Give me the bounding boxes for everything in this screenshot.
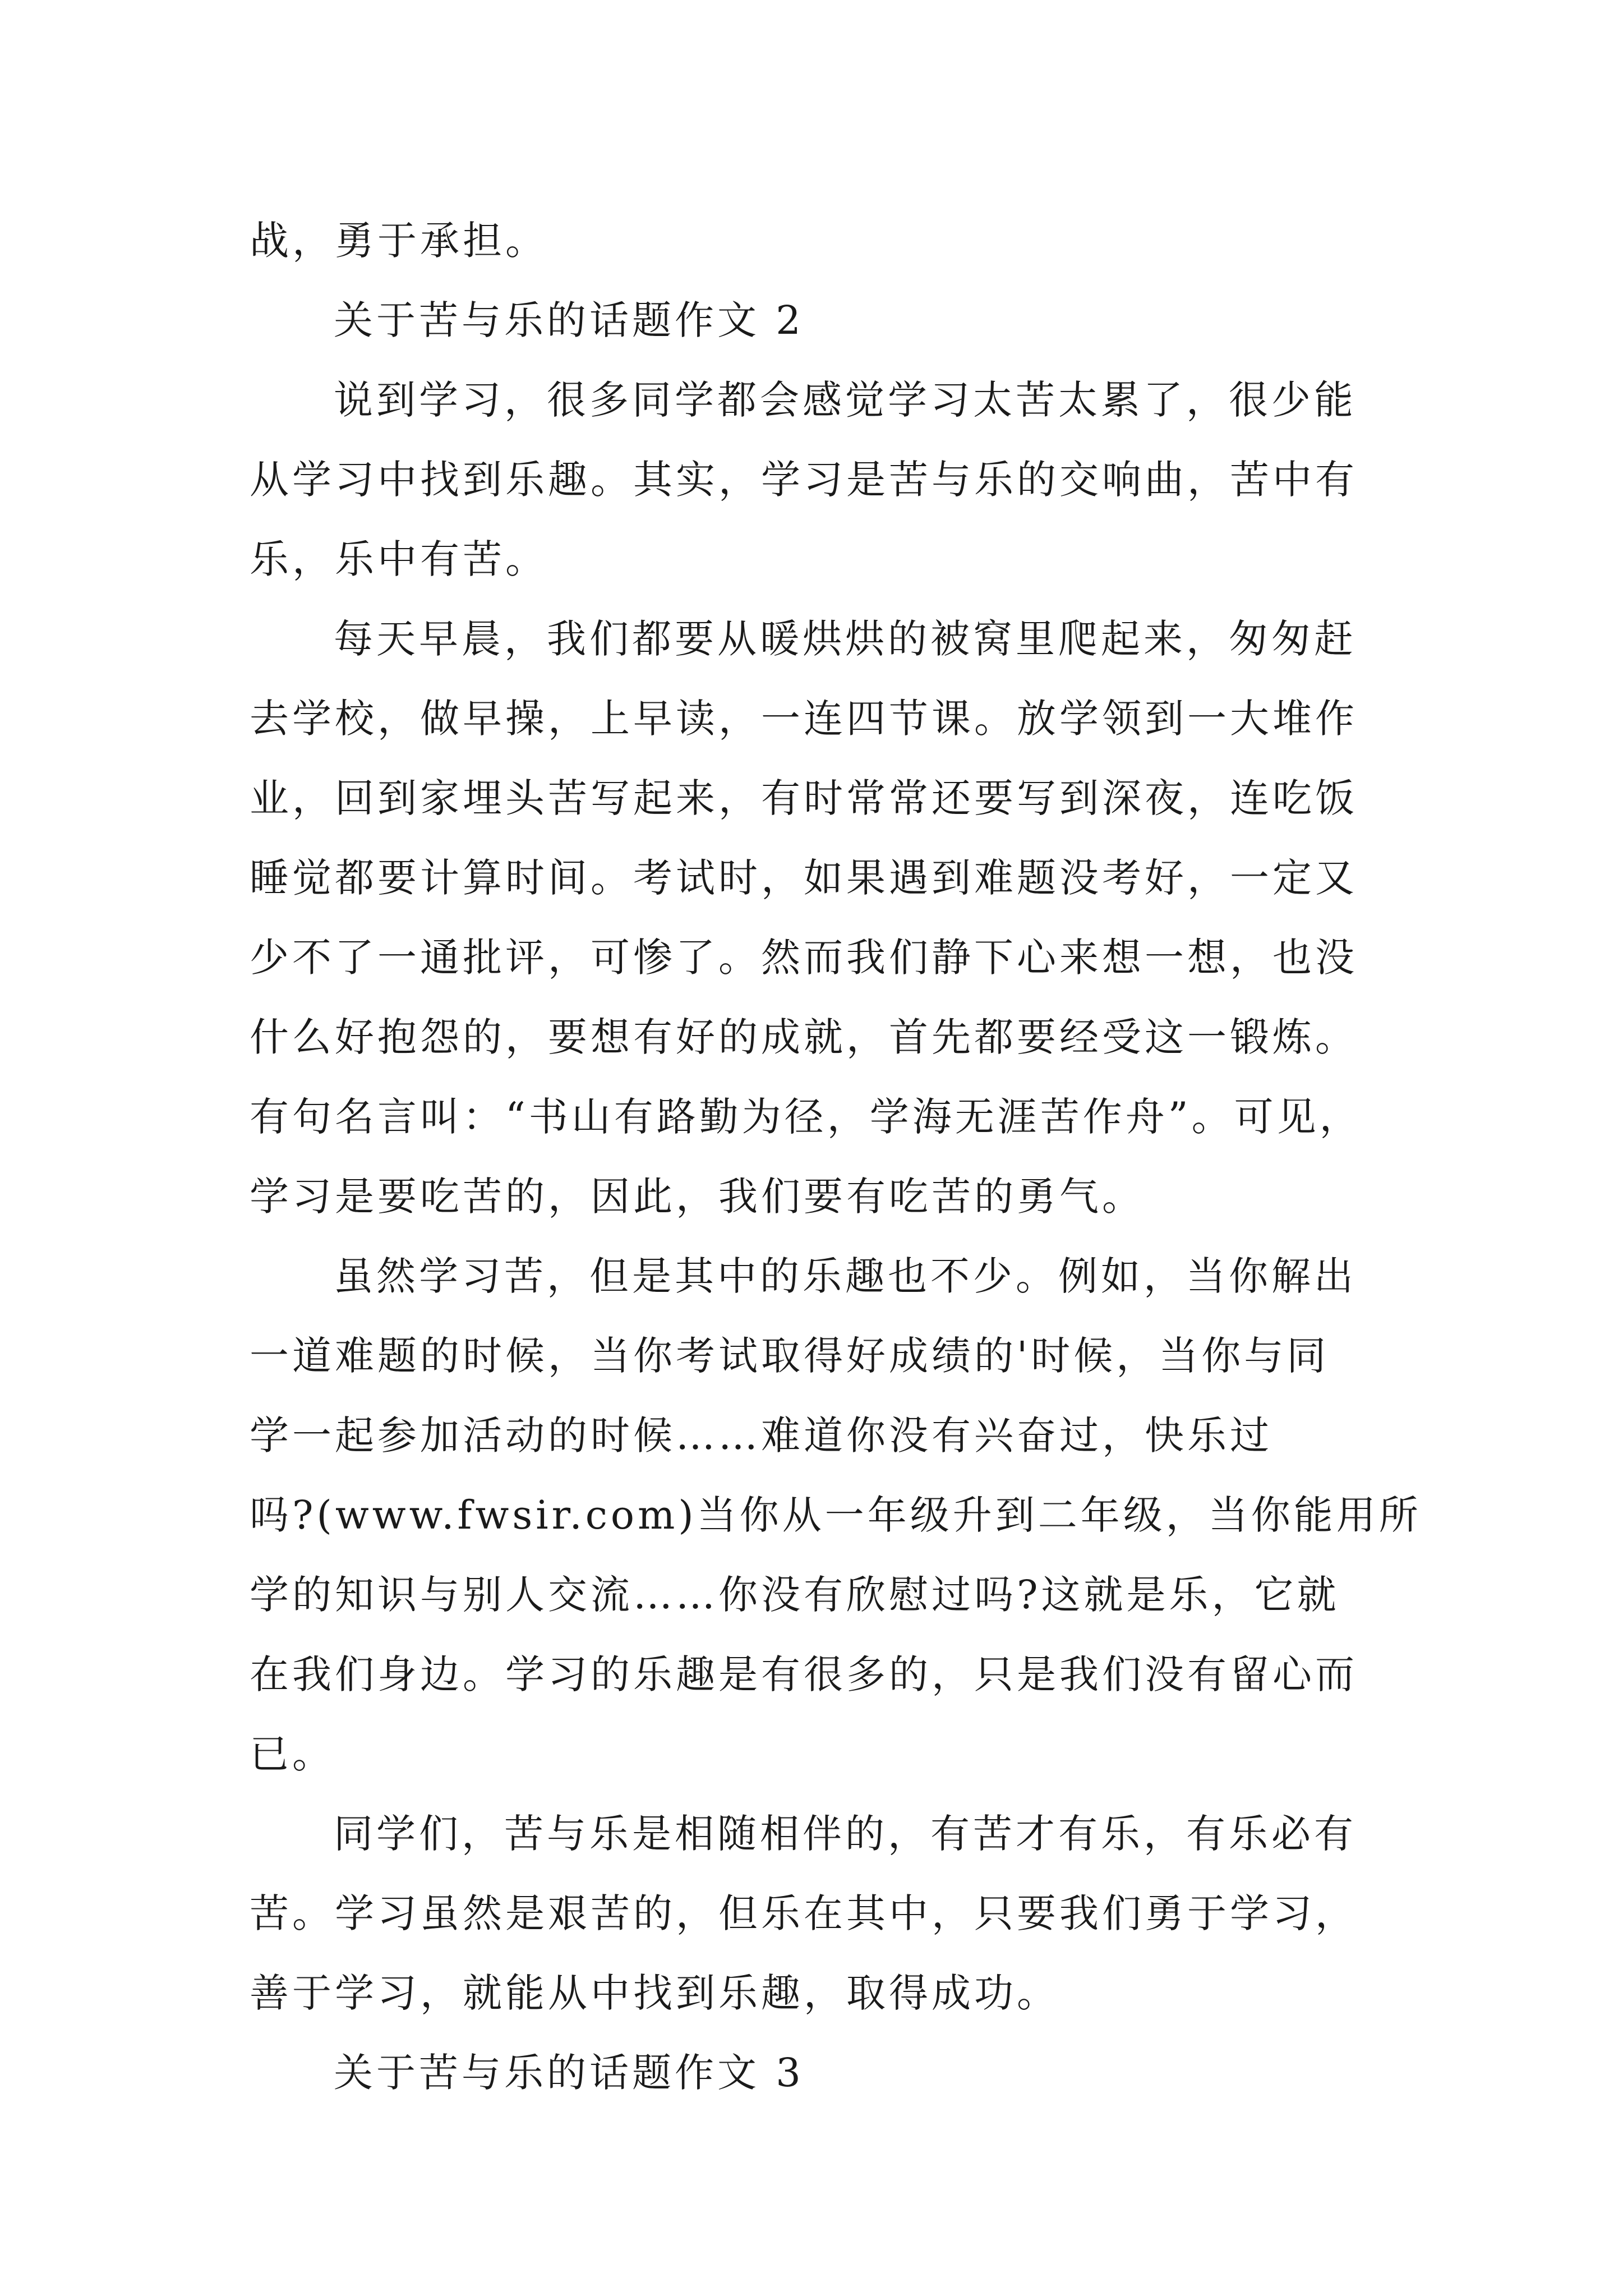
text-line: 业，回到家埋头苦写起来，有时常常还要写到深夜，连吃饭: [250, 775, 1358, 821]
text-line: 每天早晨，我们都要从暖烘烘的被窝里爬起来，匆匆赶: [334, 616, 1357, 662]
text-line: 虽然学习苦，但是其中的乐趣也不少。例如，当你解出: [334, 1253, 1357, 1299]
text-line: 学习是要吃苦的，因此，我们要有吃苦的勇气。: [250, 1174, 1145, 1220]
text-line: 从学习中找到乐趣。其实，学习是苦与乐的交响曲，苦中有: [250, 457, 1358, 503]
text-line: 少不了一通批评，可惨了。然而我们静下心来想一想，也没: [250, 935, 1358, 981]
text-line: 同学们，苦与乐是相随相伴的，有苦才有乐，有乐必有: [334, 1811, 1357, 1857]
text-line: 有句名言叫：“书山有路勤为径，学海无涯苦作舟”。可见，: [250, 1094, 1362, 1140]
text-line: 什么好抱怨的，要想有好的成就，首先都要经受这一锻炼。: [250, 1014, 1358, 1060]
document-body: [250, 201, 1422, 2113]
text-line: 善于学习，就能从中找到乐趣，取得成功。: [250, 1970, 1059, 2016]
text-line: 在我们身边。学习的乐趣是有很多的，只是我们没有留心而: [250, 1651, 1358, 1697]
text-line: 睡觉都要计算时间。考试时，如果遇到难题没考好，一定又: [250, 855, 1358, 901]
text-line: 说到学习，很多同学都会感觉学习太苦太累了，很少能: [334, 377, 1357, 423]
text-line: 一道难题的时候，当你考试取得好成绩的'时候，当你与同: [250, 1333, 1330, 1379]
essay-heading: 关于苦与乐的话题作文 2: [334, 297, 804, 343]
text-line: 吗?(www.fwsir.com)当你从一年级升到二年级，当你能用所: [250, 1492, 1422, 1538]
essay-heading: 关于苦与乐的话题作文 3: [334, 2050, 804, 2096]
text-line: 苦。学习虽然是艰苦的，但乐在其中，只要我们勇于学习，: [250, 1890, 1358, 1936]
text-line: 战，勇于承担。: [250, 218, 548, 264]
text-line: 乐，乐中有苦。: [250, 536, 548, 582]
text-line: 去学校，做早操，上早读，一连四节课。放学领到一大堆作: [250, 696, 1358, 742]
text-line: 已。: [250, 1731, 335, 1777]
text-line: 学的知识与别人交流……你没有欣慰过吗?这就是乐，它就: [250, 1572, 1340, 1618]
text-line: 学一起参加活动的时候……难道你没有兴奋过，快乐过: [250, 1412, 1272, 1458]
